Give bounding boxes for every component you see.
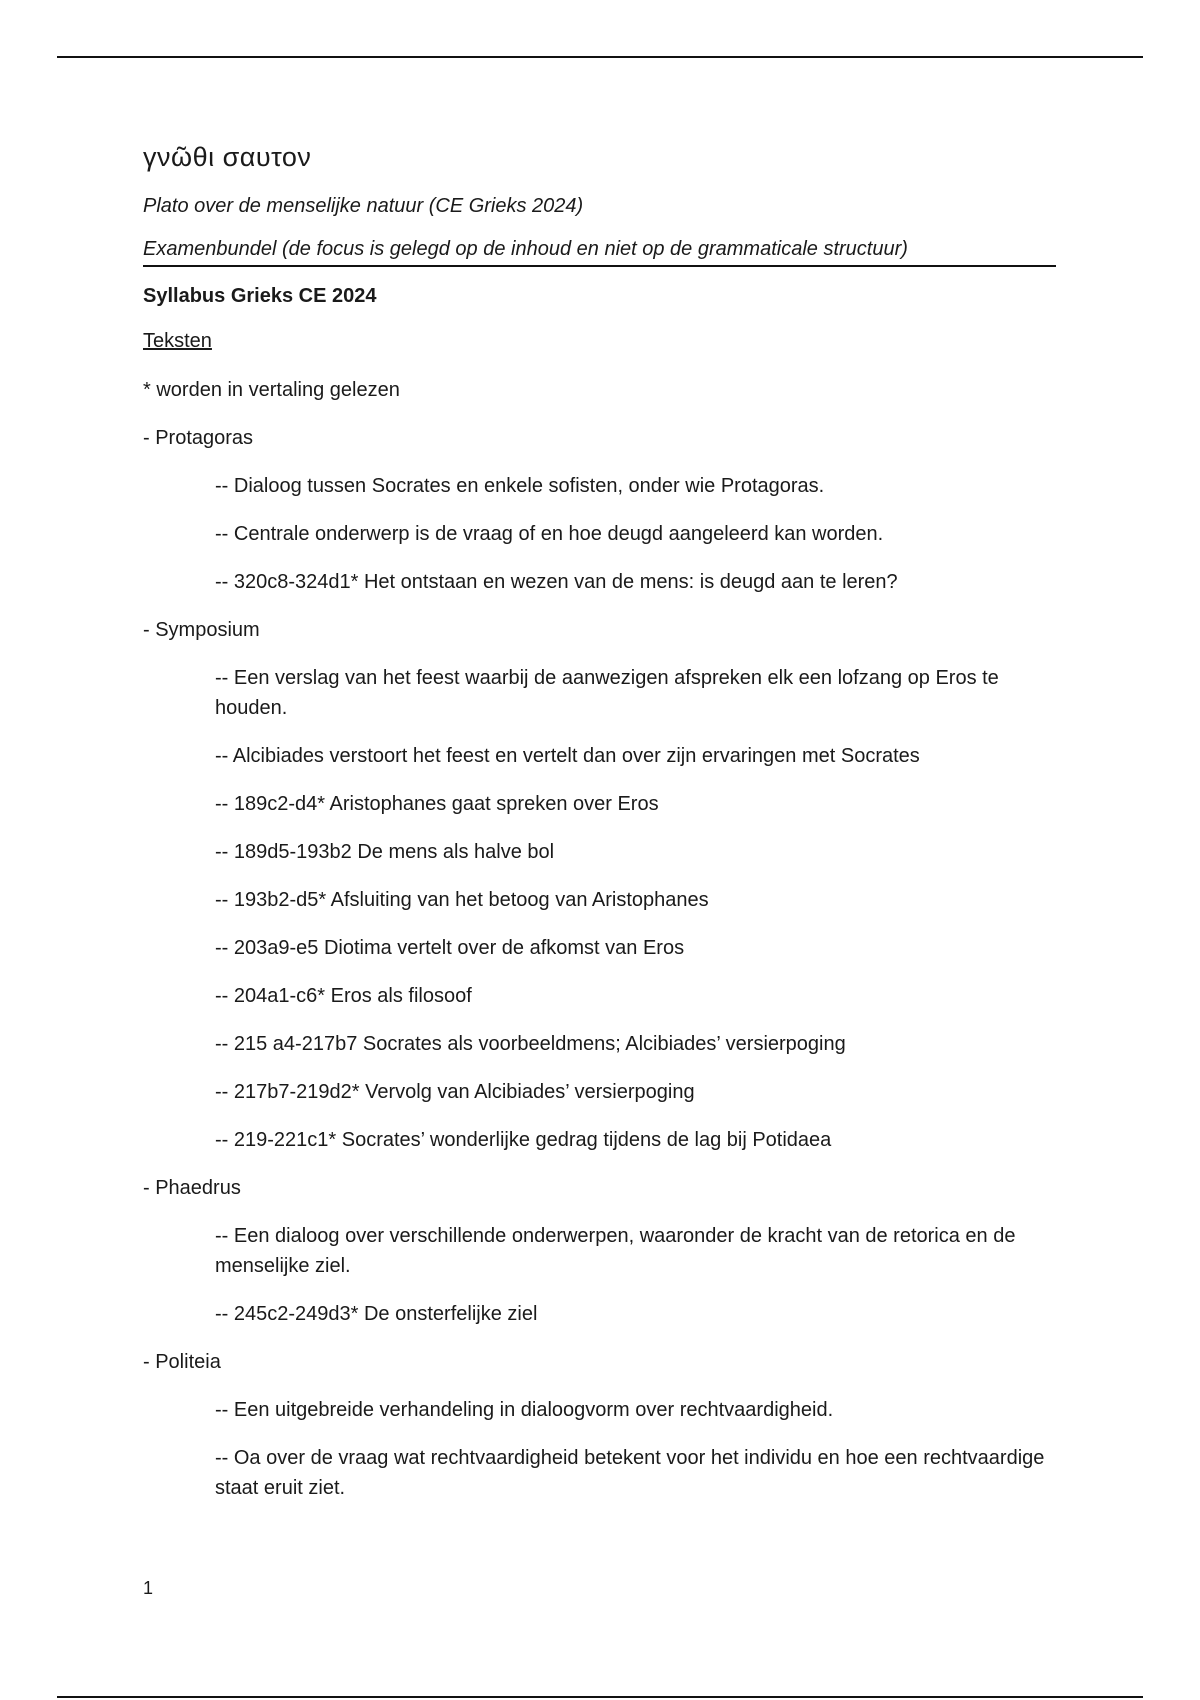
list-item: -- 193b2-d5* Afsluiting van het betoog van Aristophanes [215,889,709,911]
list-item: -- 245c2-249d3* De onsterfelijke ziel [215,1303,538,1325]
document-subtitle-2: Examenbundel (de focus is gelegd op de inhoud en niet op de grammaticale structuur) [143,238,1056,267]
texts-subheading: Teksten [143,330,212,352]
list-item: -- 217b7-219d2* Vervolg van Alcibiades’ versierpoging [215,1081,695,1103]
list-item: -- 189d5-193b2 De mens als halve bol [215,841,555,863]
list-item: -- Een dialoog over verschillende onderwerpen, waaronder de kracht van de retorica en de menselijke ziel. [215,1225,1016,1277]
list-item: -- Dialoog tussen Socrates en enkele sofisten, onder wie Protagoras. [215,475,825,497]
list-item: -- Een uitgebreide verhandeling in dialoogvorm over rechtvaardigheid. [215,1399,834,1421]
page-top-rule [57,56,1143,58]
section-title-symposium: - Symposium [143,619,260,641]
document-title: γνῶθι σαυτον [143,142,312,172]
section-title-phaedrus: - Phaedrus [143,1177,241,1199]
list-item: -- 219-221c1* Socrates’ wonderlijke gedrag tijdens de lag bij Potidaea [215,1129,832,1151]
syllabus-heading: Syllabus Grieks CE 2024 [143,285,377,307]
list-item: -- Oa over de vraag wat rechtvaardigheid betekent voor het individu en hoe een rechtvaardige staat eruit ziet. [215,1447,1045,1499]
list-item: -- Alcibiades verstoort het feest en vertelt dan over zijn ervaringen met Socrates [215,745,920,767]
list-item: -- 204a1-c6* Eros als filosoof [215,985,472,1007]
document-body [143,142,1056,1521]
section-title-politeia: - Politeia [143,1351,221,1373]
list-item: -- Centrale onderwerp is de vraag of en hoe deugd aangeleerd kan worden. [215,523,884,545]
page-number: 1 [143,1578,154,1598]
list-item: -- 320c8-324d1* Het ontstaan en wezen van de mens: is deugd aan te leren? [215,571,898,593]
list-item: -- Een verslag van het feest waarbij de aanwezigen afspreken elk een lofzang op Eros te houden. [215,667,999,719]
section-title-protagoras: - Protagoras [143,427,254,449]
list-item: -- 215 a4-217b7 Socrates als voorbeeldmens; Alcibiades’ versierpoging [215,1033,846,1055]
list-item: -- 203a9-e5 Diotima vertelt over de afkomst van Eros [215,937,685,959]
list-item: -- 189c2-d4* Aristophanes gaat spreken over Eros [215,793,659,815]
page-bottom-rule [57,1696,1143,1698]
translation-note: * worden in vertaling gelezen [143,379,400,401]
document-subtitle: Plato over de menselijke natuur (CE Grieks 2024) [143,195,584,217]
